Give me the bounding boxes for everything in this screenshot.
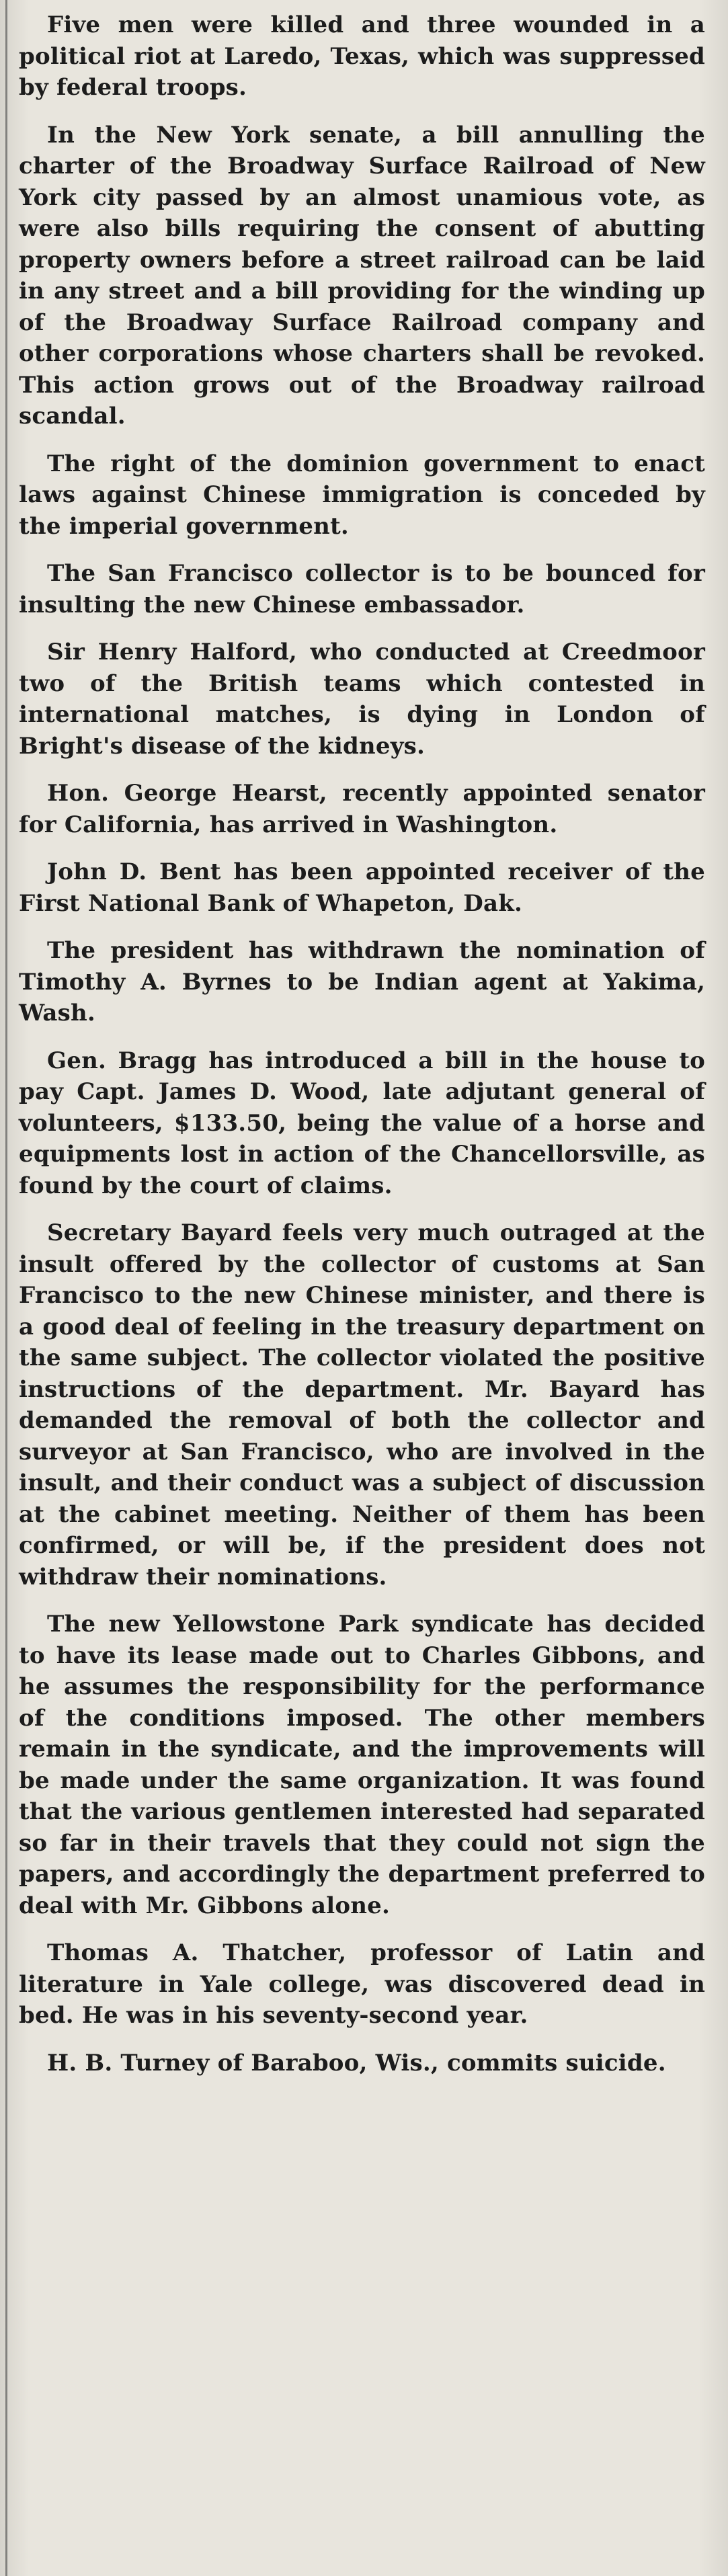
- news-item-text: H. B. Turney of Baraboo, Wis., commits suicide.: [47, 2049, 666, 2077]
- news-item-text: The new Yellowstone Park syndicate has decided to have its lease made out to Charles Gibbons, and he assumes the responsibility for the performance of the conditions imposed. The other members remain in the syndicate, and the improvements will be made under the same organization. It was found that the various gentlemen interested had separated so far in their travels that they could not sign the papers, and accordingly the department preferred to deal with Mr. Gibbons alone.: [19, 1611, 705, 1919]
- news-item: [19, 1045, 705, 1202]
- news-item: [19, 9, 705, 104]
- news-item: [19, 637, 705, 762]
- news-item: [19, 778, 705, 840]
- news-item: [19, 558, 705, 620]
- news-item: [19, 935, 705, 1029]
- news-item: [19, 1609, 705, 1921]
- news-item-text: Hon. George Hearst, recently appointed senator for California, has arrived in Washington.: [19, 780, 705, 838]
- news-item-text: Secretary Bayard feels very much outraged at the insult offered by the collector of customs at San Francisco to the new Chinese minister, and there is a good deal of feeling in the treasury department on the same subject. The collector violated the positive instructions of the department. Mr. Bayard has demanded the removal of both the collector and surveyor at San Francisco, who are involved in the insult, and their conduct was a subject of discussion at the cabinet meeting. Neither of them has been confirmed, or will be, if the president does not withdraw their nominations.: [19, 1219, 705, 1591]
- news-item-text: The president has withdrawn the nomination of Timothy A. Byrnes to be Indian agent at Yakima, Wash.: [19, 937, 705, 1027]
- news-item: [19, 1937, 705, 2031]
- news-item-text: Five men were killed and three wounded in a political riot at Laredo, Texas, which was suppressed by federal troops.: [19, 11, 705, 101]
- news-item-text: Gen. Bragg has introduced a bill in the house to pay Capt. James D. Wood, late adjutant general of volunteers, $133.50, being the value of a horse and equipments lost in action of the Chancellorsville, as found by the court of claims.: [19, 1047, 705, 1199]
- news-item: [19, 120, 705, 432]
- column-rule: [5, 0, 7, 2576]
- news-item-text: The San Francisco collector is to be bounced for insulting the new Chinese embassador.: [19, 560, 705, 618]
- news-item-text: In the New York senate, a bill annulling the charter of the Broadway Surface Railroad of New York city passed by an almost unamious vote, as were also bills requiring the consent of abutting property owners before a street railroad can be laid in any street and a bill providing for the winding up of the Broadway Surface Railroad company and other corporations whose charters shall be revoked. This action grows out of the Broadway railroad scandal.: [19, 121, 705, 430]
- news-item-text: The right of the dominion government to enact laws against Chinese immigration is conceded by the imperial government.: [19, 450, 705, 540]
- news-item: [19, 448, 705, 542]
- news-item-text: Sir Henry Halford, who conducted at Creedmoor two of the British teams which contested in international matches, is dying in London of Bright's disease of the kidneys.: [19, 639, 705, 760]
- news-item-text: John D. Bent has been appointed receiver of the First National Bank of Whapeton, Dak.: [19, 858, 705, 917]
- news-item: [19, 856, 705, 919]
- news-item: [19, 1217, 705, 1593]
- news-item: [19, 2048, 705, 2079]
- news-item-text: Thomas A. Thatcher, professor of Latin and literature in Yale college, was discovered dead in bed. He was in his seventy-second year.: [19, 1939, 705, 2029]
